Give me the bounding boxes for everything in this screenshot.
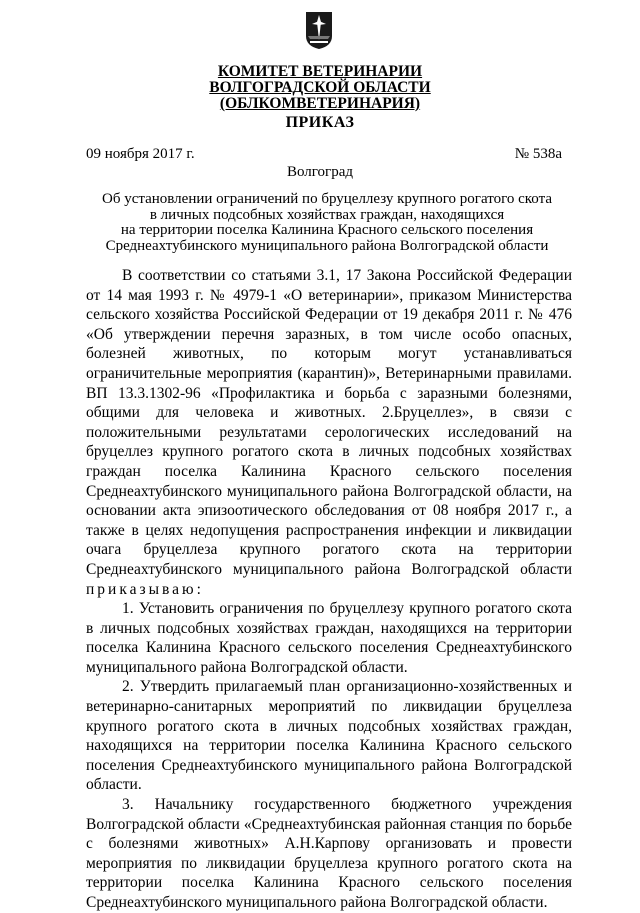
preamble-paragraph [86, 266, 572, 599]
document-type: ПРИКАЗ [285, 114, 355, 131]
subject-line: в личных подсобных хозяйствах граждан, находящихся [149, 206, 505, 223]
org-line-3: (ОБЛКОМВЕТЕРИНАРИЯ) [219, 95, 421, 112]
subject-line: на территории поселка Калинина Красного сельского поселения [120, 222, 534, 238]
order-word: приказываю: [86, 580, 204, 598]
document-city: Волгоград [286, 164, 353, 180]
order-item-3: 3. Начальнику государственного бюджетного учреждения Волгоградской области «Среднеахтубинская районная станция по борьбе с болезнями животных» А.Н.Карпову организовать и провести мероприятия по ликвидации бруцеллеза крупного рогатого скота на территории поселка Калинина Красного сельского поселения Среднеахтубинского муниципального района Волгоградской области. [86, 796, 572, 911]
coat-of-arms-emblem-icon [304, 10, 334, 50]
document-body [86, 266, 572, 913]
preamble-text: В соответствии со статьями 3.1, 17 Закона Российской Федерации от 14 мая 1993 г. № 4979-1 «О ветеринарии», приказом Министерства сельского хозяйства Российской Федерации от 19 декабря 2011 г. № 476 «Об утверждении перечня заразных, в том числе особо опасных, болезней животных, по которым могут устанавливаться ограничительные мероприятия (карантин)», Ветеринарными правилами. ВП 13.3.1302-96 «Профилактика и борьба с заразными болезнями, общими для человека и животных. 2.Бруцеллез», в связи с положительными результатами серологических исследований на бруцеллез крупного рогатого скота в личных подсобных хозяйствах граждан поселка Калинина Красного сельского поселения Среднеахтубинского муниципального района Волгоградской области, на основании акта эпизоотического обследования от 08 ноября 2017 г., а также в целях недопущения распространения инфекции и ликвидации очага бруцеллеза крупного рогатого скота на территории Среднеахтубинского муниципального района Волгоградской области [86, 267, 572, 578]
org-line-2: ВОЛГОГРАДСКОЙ ОБЛАСТИ [209, 79, 431, 96]
order-item-1: 1. Установить ограничения по бруцеллезу крупного рогатого скота в личных подсобных хозяйствах граждан, находящихся на территории поселка Калинина Красного сельского поселения Среднеахтубинского муниципального района Волгоградской области. [86, 600, 572, 676]
document-number: № 538а [514, 146, 562, 162]
document-date: 09 ноября 2017 г. [86, 146, 195, 162]
subject-line: Об установлении ограничений по бруцеллезу крупного рогатого скота [102, 191, 552, 207]
org-line-1: КОМИТЕТ ВЕТЕРИНАРИИ [217, 63, 423, 80]
organization-name [150, 64, 490, 112]
subject-line: Среднеахтубинского муниципального района Волгоградской области [105, 237, 549, 254]
order-item-2: 2. Утвердить прилагаемый план организационно-хозяйственных и ветеринарно-санитарных мероприятий по ликвидации бруцеллеза крупного рогатого скота в личных подсобных хозяйствах граждан, находящихся на территории поселка Калинина Красного сельского поселения Среднеахтубинского муниципального района Волгоградской области. [86, 678, 572, 794]
document-subject [84, 192, 570, 254]
